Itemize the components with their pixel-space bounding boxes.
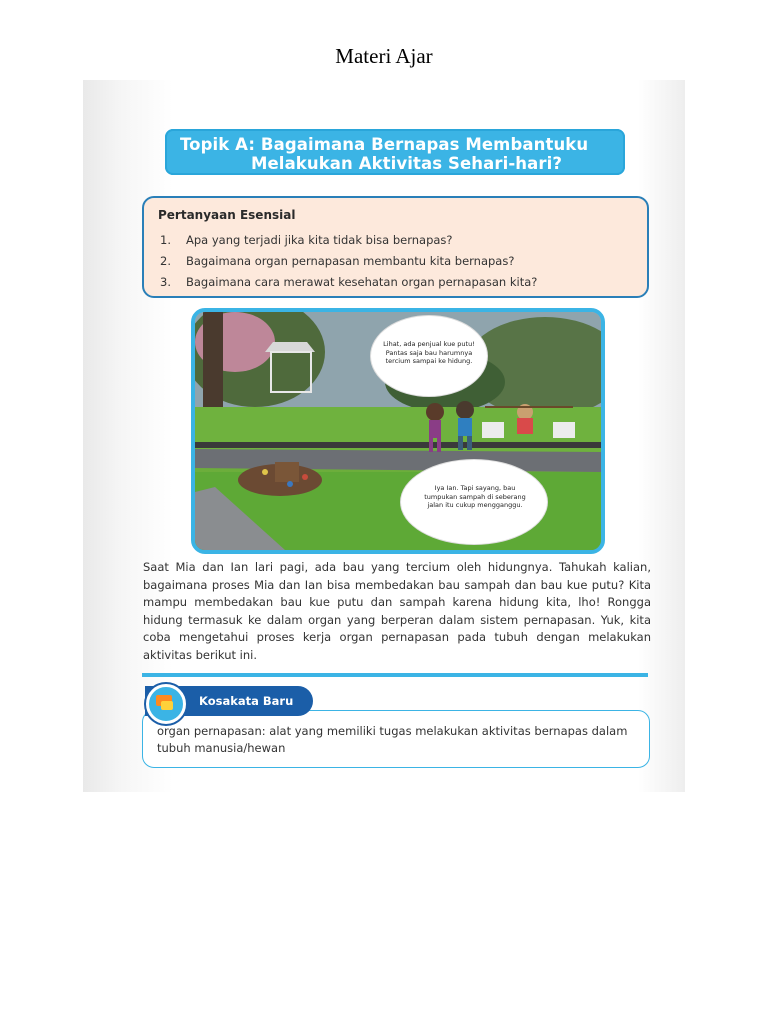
essential-questions-heading: Pertanyaan Esensial (158, 208, 296, 222)
vocabulary-box (142, 710, 650, 768)
question-number: 1. (160, 233, 171, 247)
vocabulary-label: Kosakata Baru (199, 694, 294, 708)
question-item (160, 254, 514, 268)
topic-title-line-1: Topik A: Bagaimana Bernapas Membantuku (180, 135, 589, 154)
question-text: Bagaimana cara merawat kesehatan organ pernapasan kita? (186, 275, 538, 289)
speech-bubble-top-text: Lihat, ada penjual kue putu! Pantas saja bau harumnya tercium sampai ke hidung. (383, 340, 475, 365)
document-title: Materi Ajar (335, 44, 433, 68)
speech-bubble-bottom-text: Iya Ian. Tapi sayang, bau tumpukan sampah di seberang jalan itu cukup mengganggu. (424, 484, 526, 509)
section-divider (142, 673, 648, 677)
question-text: Apa yang terjadi jika kita tidak bisa bernapas? (186, 233, 453, 247)
question-number: 2. (160, 254, 171, 268)
vocabulary-definition: organ pernapasan: alat yang memiliki tugas melakukan aktivitas bernapas dalam tubuh manusia/hewan (157, 724, 628, 755)
question-number: 3. (160, 275, 171, 289)
textbook-page (83, 80, 685, 792)
topic-title-line-2: Melakukan Aktivitas Sehari-hari? (251, 154, 563, 173)
speech-bubble-bottom (401, 460, 547, 544)
speech-chat-icon (146, 684, 186, 724)
question-text: Bagaimana organ pernapasan membantu kita bernapas? (186, 254, 515, 268)
topic-banner (165, 129, 625, 175)
body-paragraph: Saat Mia dan Ian lari pagi, ada bau yang tercium oleh hidungnya. Tahukah kalian, bagaimana proses Mia dan Ian bisa membedakan bau sampah dan bau kue putu? Kita mampu membedakan bau kue putu dan sampah karena hidung kita, lho! Rongga hidung termasuk ke dalam organ yang berperan dalam sistem pernapasan. Yuk, kita coba mengetahui proses kerja organ pernapasan pada tubuh dengan melakukan aktivitas berikut ini. (143, 560, 651, 662)
essential-questions-box (142, 196, 649, 298)
speech-bubble-top (371, 316, 487, 396)
park-illustration (191, 308, 605, 554)
question-item (160, 275, 537, 289)
question-item (160, 233, 453, 247)
